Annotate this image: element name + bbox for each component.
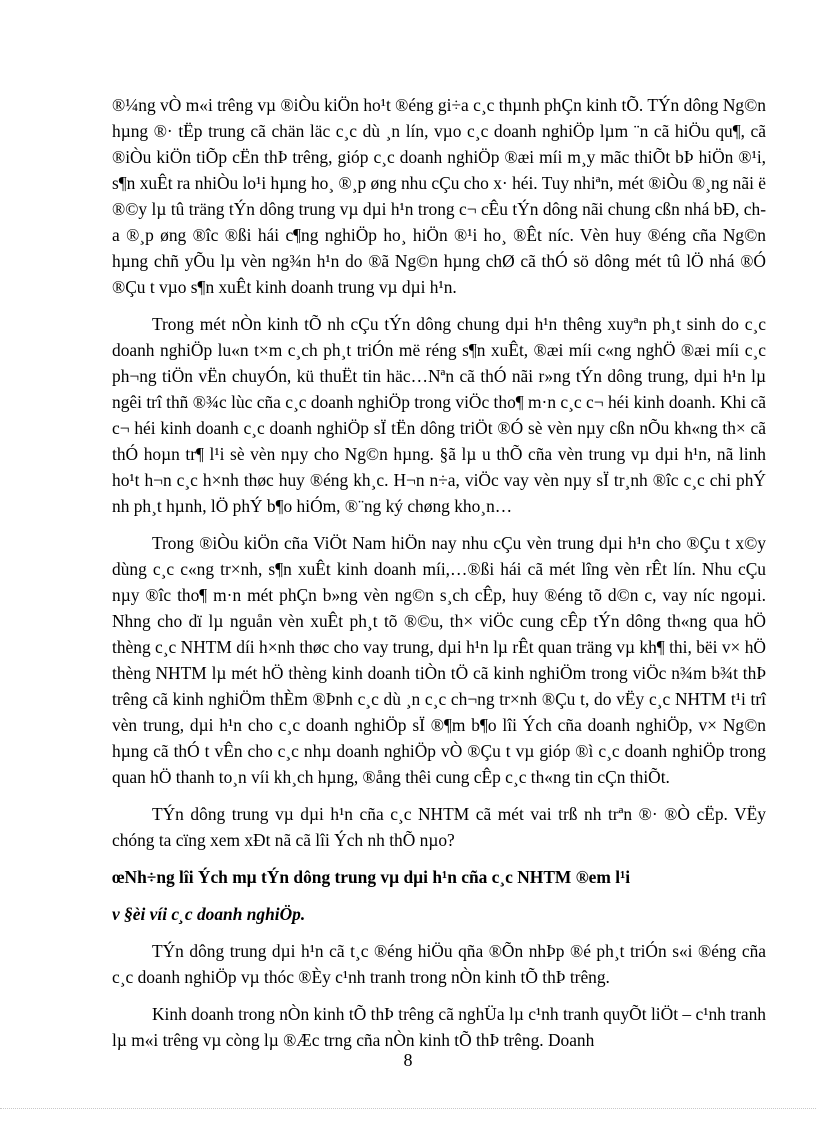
section-heading: œNh÷ng lîi Ých mµ tÝn dông trung vµ dµi h¹n cña c¸c NHTM ®em l¹i bbox=[112, 867, 631, 887]
page-bottom-divider bbox=[0, 1108, 816, 1109]
paragraph-5: TÝn dông trung dµi h¹n cã t¸c ®éng hiÖu qña ®Õn nhÞp ®é ph¸t triÓn s«i ®éng cña c¸c doanh nghiÖp vµ thóc ®Èy c¹nh tranh trong nÒn kinh tÕ thÞ trêng. bbox=[112, 941, 766, 987]
page-number: 8 bbox=[403, 1050, 413, 1070]
paragraph-2: Trong mét nÒn kinh tÕ nh cÇu tÝn dông chung dµi h¹n thêng xuyªn ph¸t sinh do c¸c doanh nghiÖp lu«n t×m c¸ch ph¸t triÓn më réng s¶n xuÊt, ®æi míi c«ng nghÖ ®æi míi c¸c ph¬ng tiÖn vËn chuyÓn, kü thuËt tin häc…Nªn cã thÓ nãi r»ng tÝn dông trung, dµi h¹n lµ ngêi trî thñ ®¾c lùc cña c¸c doanh nghiÖp trong viÖc tho¶ m·n c¸c c¬ héi kinh doanh. Khi cã c¬ héi kinh doanh c¸c doanh nghiÖp sÏ tËn dông triÖt ®Ó sè vèn nµy cßn nÕu kh«ng th× cã thÓ hoµn tr¶ l¹i sè vèn nµy cho Ng©n hµng. §ã lµ u thÕ cña vèn trung vµ dµi h¹n, nã linh ho¹t h¬n c¸c h×nh thøc huy ®éng kh¸c. H¬n n÷a, viÖc vay vèn nµy sÏ tr¸nh ®îc c¸c chi phÝ nh ph¸t hµnh, lÖ phÝ b¶o hiÓm, ®¨ng ký chøng kho¸n… bbox=[112, 314, 766, 516]
paragraph-6: Kinh doanh trong nÒn kinh tÕ thÞ trêng cã nghÜa lµ c¹nh tranh quyÕt liÖt – c¹nh tranh lµ m«i trêng vµ còng lµ ®Æc trng cña nÒn kinh tÕ thÞ trêng. Doanh bbox=[112, 1004, 766, 1050]
paragraph-3: Trong ®iÒu kiÖn cña ViÖt Nam hiÖn nay nhu cÇu vèn trung dµi h¹n cho ®Çu t x©y dùng c¸c c«ng tr×nh, s¶n xuÊt kinh doanh míi,…®ßi hái cã mét lîng vèn rÊt lín. Nhu cÇu nµy ®îc tho¶ m·n mét phÇn b»ng vèn ng©n s¸ch cÊp, huy ®éng tõ d©n c, vay níc ngoµi. Nhng cho dï lµ nguån vèn xuÊt ph¸t tõ ®©u, th× viÖc cung cÊp tÝn dông th«ng qua hÖ thèng c¸c NHTM díi h×nh thøc cho vay trung, dµi h¹n lµ rÊt quan träng vµ kh¶ thi, bëi v× hÖ thèng NHTM lµ mét hÖ thèng kinh doanh tiÒn tÖ cã kinh nghiÖm trong viÖc n¾m b¾t thÞ trêng cã kinh nghiÖm thÈm ®Þnh c¸c dù ¸n c¸c ch¬ng tr×nh ®Çu t, do vËy c¸c NHTM t¹i trî vèn trung, dµi h¹n cho c¸c doanh nghiÖp sÏ ®¶m b¶o lîi Ých cña doanh nghiÖp, v× Ng©n hµng cã thÓ t vÊn cho c¸c nhµ doanh nghiÖp vÒ ®Çu t vµ gióp ®ì c¸c doanh nghiÖp trong quan hÖ thanh to¸n víi kh¸ch hµng, ®ång thêi cung cÊp c¸c th«ng tin cÇn thiÕt. bbox=[112, 533, 766, 787]
section-subheading: v §èi víi c¸c doanh nghiÖp. bbox=[112, 904, 306, 924]
paragraph-4: TÝn dông trung vµ dµi h¹n cña c¸c NHTM cã mét vai trß nh trªn ®· ®Ò cËp. VËy chóng ta cïng xem xÐt nã cã lîi Ých nh thÕ nµo? bbox=[112, 804, 766, 850]
paragraph-1: ®¼ng vÒ m«i trêng vµ ®iÒu kiÖn ho¹t ®éng gi÷a c¸c thµnh phÇn kinh tÕ. TÝn dông Ng©n hµng ®· tËp trung cã chän läc c¸c dù ¸n lín, vµo c¸c doanh nghiÖp lµm ¨n cã hiÖu qu¶, cã ®iÒu kiÖn tiÕp cËn thÞ trêng, gióp c¸c doanh nghiÖp ®æi míi m¸y mãc thiÕt bÞ hiÖn ®¹i, s¶n xuÊt ra nhiÒu lo¹i hµng ho¸ ®¸p øng nhu cÇu cho x· héi. Tuy nhiªn, mét ®iÒu ®¸ng nãi ë ®©y lµ tû träng tÝn dông trung vµ dµi h¹n trong c¬ cÊu tÝn dông nãi chung cßn nhá bÐ, cha ®¸p øng ®îc ®ßi hái c¶ng nghiÖp ho¸ hiÖn ®¹i ho¸ ®Êt níc. Vèn huy ®éng cña Ng©n hµng chñ yÕu lµ vèn ng¾n h¹n do ®ã Ng©n hµng chØ cã thÓ sö dông mét tû lÖ nhá ®Ó ®Çu t vµo s¶n xuÊt kinh doanh trung vµ dµi h¹n. bbox=[112, 95, 766, 297]
document-body bbox=[112, 92, 766, 1064]
